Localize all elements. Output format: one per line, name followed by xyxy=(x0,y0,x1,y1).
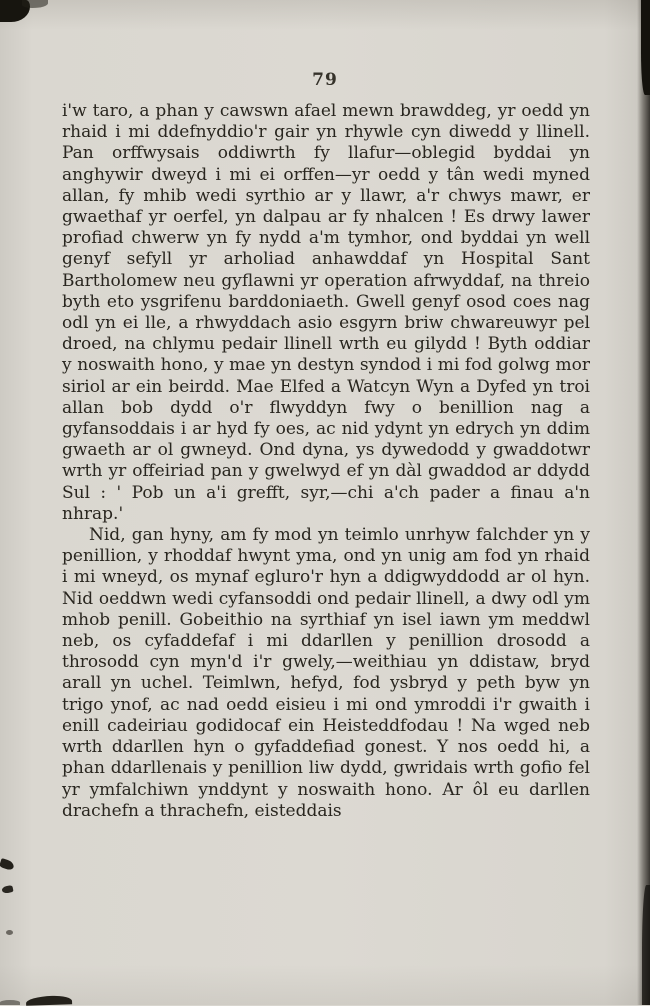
page-number: 79 xyxy=(312,70,338,90)
paragraph: Nid, gan hyny, am fy mod yn teimlo unrhyw falchder yn y penillion, y rhoddaf hwynt yma, ond yn unig am fod yn rhaid i mi wneyd, os mynaf egluro'r hyn a ddigwyddodd ar ol hyn. Nid oeddwn wedi cyfansoddi ond pedair llinell, a dwy odl ym mhob penill. Gobeithio na syrthiaf yn isel iawn ym meddwl neb, os cyfaddefaf i mi ddarllen y penillion drosodd a throsodd cyn myn'd i'r gwely,—weithiau yn ddistaw, bryd arall yn uchel. Teimlwn, hefyd, fod ysbryd y peth byw yn trigo ynof, ac nad oedd eisieu i mi ond ymroddi i'r gwaith i enill cadeiriau godidocaf ein Heisteddfodau ! Na wged neb wrth ddarllen hyn o gyfaddefiad gonest. Y nos oedd hi, a phan ddarllenais y penillion liw dydd, gwridais wrth gofio fel yr ymfalchiwn ynddynt y noswaith hono. Ar ôl eu darllen drachefn a thrachefn, eisteddais xyxy=(62,525,590,821)
scan-speckle xyxy=(0,858,15,871)
scan-shadow-right-edge xyxy=(637,0,650,1005)
scan-smudge-bottom-left xyxy=(0,1000,20,1005)
scan-smudge-top-left xyxy=(22,0,48,8)
scan-mark-right-bottom xyxy=(642,885,650,1005)
scan-mark-bottom-left xyxy=(26,995,72,1006)
scan-speckle xyxy=(6,930,13,935)
scan-speckle xyxy=(1,885,13,894)
scan-mark-top-left xyxy=(0,0,30,22)
page-text xyxy=(62,101,590,822)
paragraph-continuation: i'w taro, a phan y cawswn afael mewn brawddeg, yr oedd yn rhaid i mi ddefnyddio'r gair yn rhywle cyn diwedd y llinell. Pan orffwysais oddiwrth fy llafur—oblegid byddai yn anghywir dweyd i mi ei orffen—yr oedd y tân wedi myned allan, fy mhib wedi syrthio ar y llawr, a'r chwys mawr, er gwaethaf yr oerfel, yn dalpau ar fy nhalcen ! Es drwy lawer profiad chwerw yn fy nydd a'm tymhor, ond byddai yn well genyf sefyll yr arholiad anhawddaf yn Hospital Sant Bartholomew neu gyflawni yr operation afrwyddaf, na threio byth eto ysgrifenu barddoniaeth. Gwell genyf osod coes nag odl yn ei lle, a rhwyddach asio esgyrn briw chwareuwyr pel droed, na chlymu pedair llinell wrth eu gilydd ! Byth oddiar y noswaith hono, y mae yn destyn syndod i mi fod golwg mor siriol ar ein beirdd. Mae Elfed a Watcyn Wyn a Dyfed yn troi allan bob dydd o'r flwyddyn fwy o benillion nag a gyfansoddais i ar hyd fy oes, ac nid ydynt yn edrych yn ddim gwaeth ar ol gwneyd. Ond dyna, ys dywedodd y gwaddotwr wrth yr offeiriad pan y gwelwyd ef yn dàl gwaddod ar ddydd Sul : ' Pob un a'i grefft, syr,—chi a'ch pader a finau a'n nhrap.' xyxy=(62,101,590,524)
